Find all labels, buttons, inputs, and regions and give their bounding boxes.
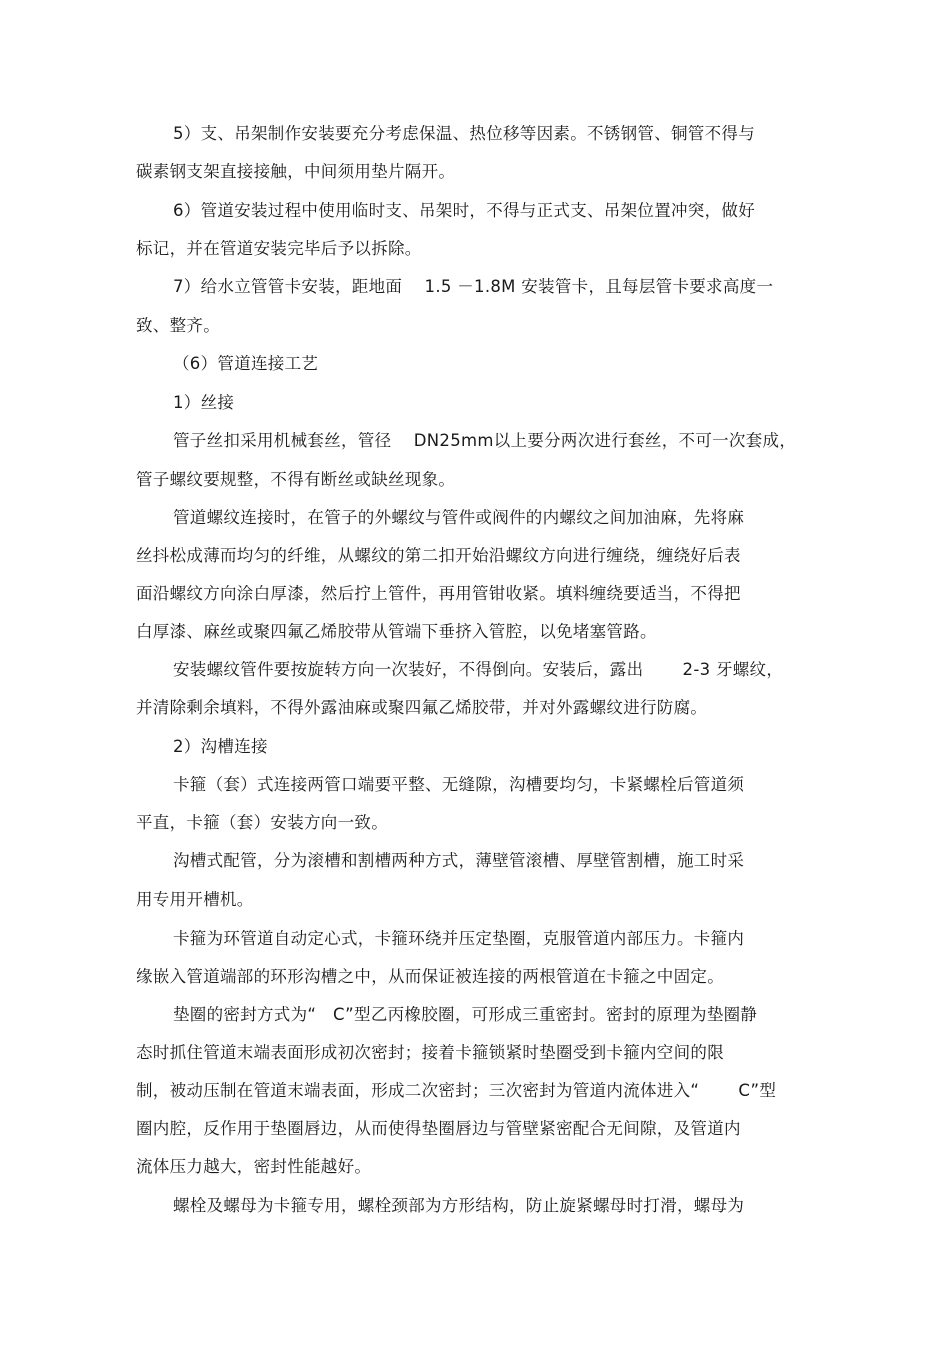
text-line: 沟槽式配管，分为滚槽和割槽两种方式，薄壁管滚槽、厚壁管割槽，施工时采 [173, 851, 745, 870]
text-line: 白厚漆、麻丝或聚四氟乙烯胶带从管端下垂挤入管腔，以免堵塞管路。 [136, 622, 657, 641]
text-line: 管子螺纹要规整，不得有断丝或缺丝现象。 [136, 470, 456, 489]
text-line: 面沿螺纹方向涂白厚漆，然后拧上管件，再用管钳收紧。填料缠绕要适当，不得把 [136, 584, 741, 603]
text-line: 碳素钢支架直接接触，中间须用垫片隔开。 [136, 162, 456, 181]
text-line: 制，被动压制在管道末端表面，形成二次密封；三次密封为管道内流体进入“ C”型 [136, 1081, 777, 1100]
text-line: 6）管道安装过程中使用临时支、吊架时，不得与正式支、吊架位置冲突，做好 [173, 201, 755, 220]
text-line: 7）给水立管管卡安装，距地面 1.5 －1.8M 安装管卡，且每层管卡要求高度一 [173, 277, 774, 296]
text-line: 平直，卡箍（套）安装方向一致。 [136, 813, 388, 832]
text-line: 管子丝扣采用机械套丝，管径 DN25mm以上要分两次进行套丝，不可一次套成， [173, 431, 797, 450]
text-line: 态时抓住管道末端表面形成初次密封；接着卡箍锁紧时垫圈受到卡箍内空间的限 [136, 1043, 724, 1062]
text-line: 安装螺纹管件要按旋转方向一次装好，不得倒向。安装后，露出 2-3 牙螺纹， [173, 660, 784, 679]
text-line: 卡箍为环管道自动定心式，卡箍环绕并压定垫圈，克服管道内部压力。卡箍内 [173, 929, 745, 948]
text-line: 标记，并在管道安装完毕后予以拆除。 [136, 239, 422, 258]
text-line: 并清除剩余填料，不得外露油麻或聚四氟乙烯胶带，并对外露螺纹进行防腐。 [136, 698, 708, 717]
text-line: 致、整齐。 [136, 316, 220, 335]
text-line: 垫圈的密封方式为“ C”型乙丙橡胶圈，可形成三重密封。密封的原理为垫圈静 [173, 1005, 758, 1024]
text-line: 管道螺纹连接时，在管子的外螺纹与管件或阀件的内螺纹之间加油麻，先将麻 [173, 508, 745, 527]
text-line: 卡箍（套）式连接两管口端要平整、无缝隙，沟槽要均匀，卡紧螺栓后管道须 [173, 775, 745, 794]
subsection-heading: 1）丝接 [173, 393, 235, 412]
subsection-heading: 2）沟槽连接 [173, 737, 268, 756]
text-line: 用专用开槽机。 [136, 890, 254, 909]
text-line: 5）支、吊架制作安装要充分考虑保温、热位移等因素。不锈钢管、铜管不得与 [173, 124, 755, 143]
section-heading: （6）管道连接工艺 [173, 354, 319, 373]
text-line: 缘嵌入管道端部的环形沟槽之中，从而保证被连接的两根管道在卡箍之中固定。 [136, 967, 724, 986]
text-line: 流体压力越大，密封性能越好。 [136, 1157, 372, 1176]
text-line: 螺栓及螺母为卡箍专用，螺栓颈部为方形结构，防止旋紧螺母时打滑，螺母为 [173, 1196, 745, 1215]
text-line: 丝抖松成薄而均匀的纤维，从螺纹的第二扣开始沿螺纹方向进行缠绕，缠绕好后表 [136, 546, 741, 565]
text-line: 圈内腔，反作用于垫圈唇边，从而使得垫圈唇边与管壁紧密配合无间隙，及管道内 [136, 1119, 741, 1138]
